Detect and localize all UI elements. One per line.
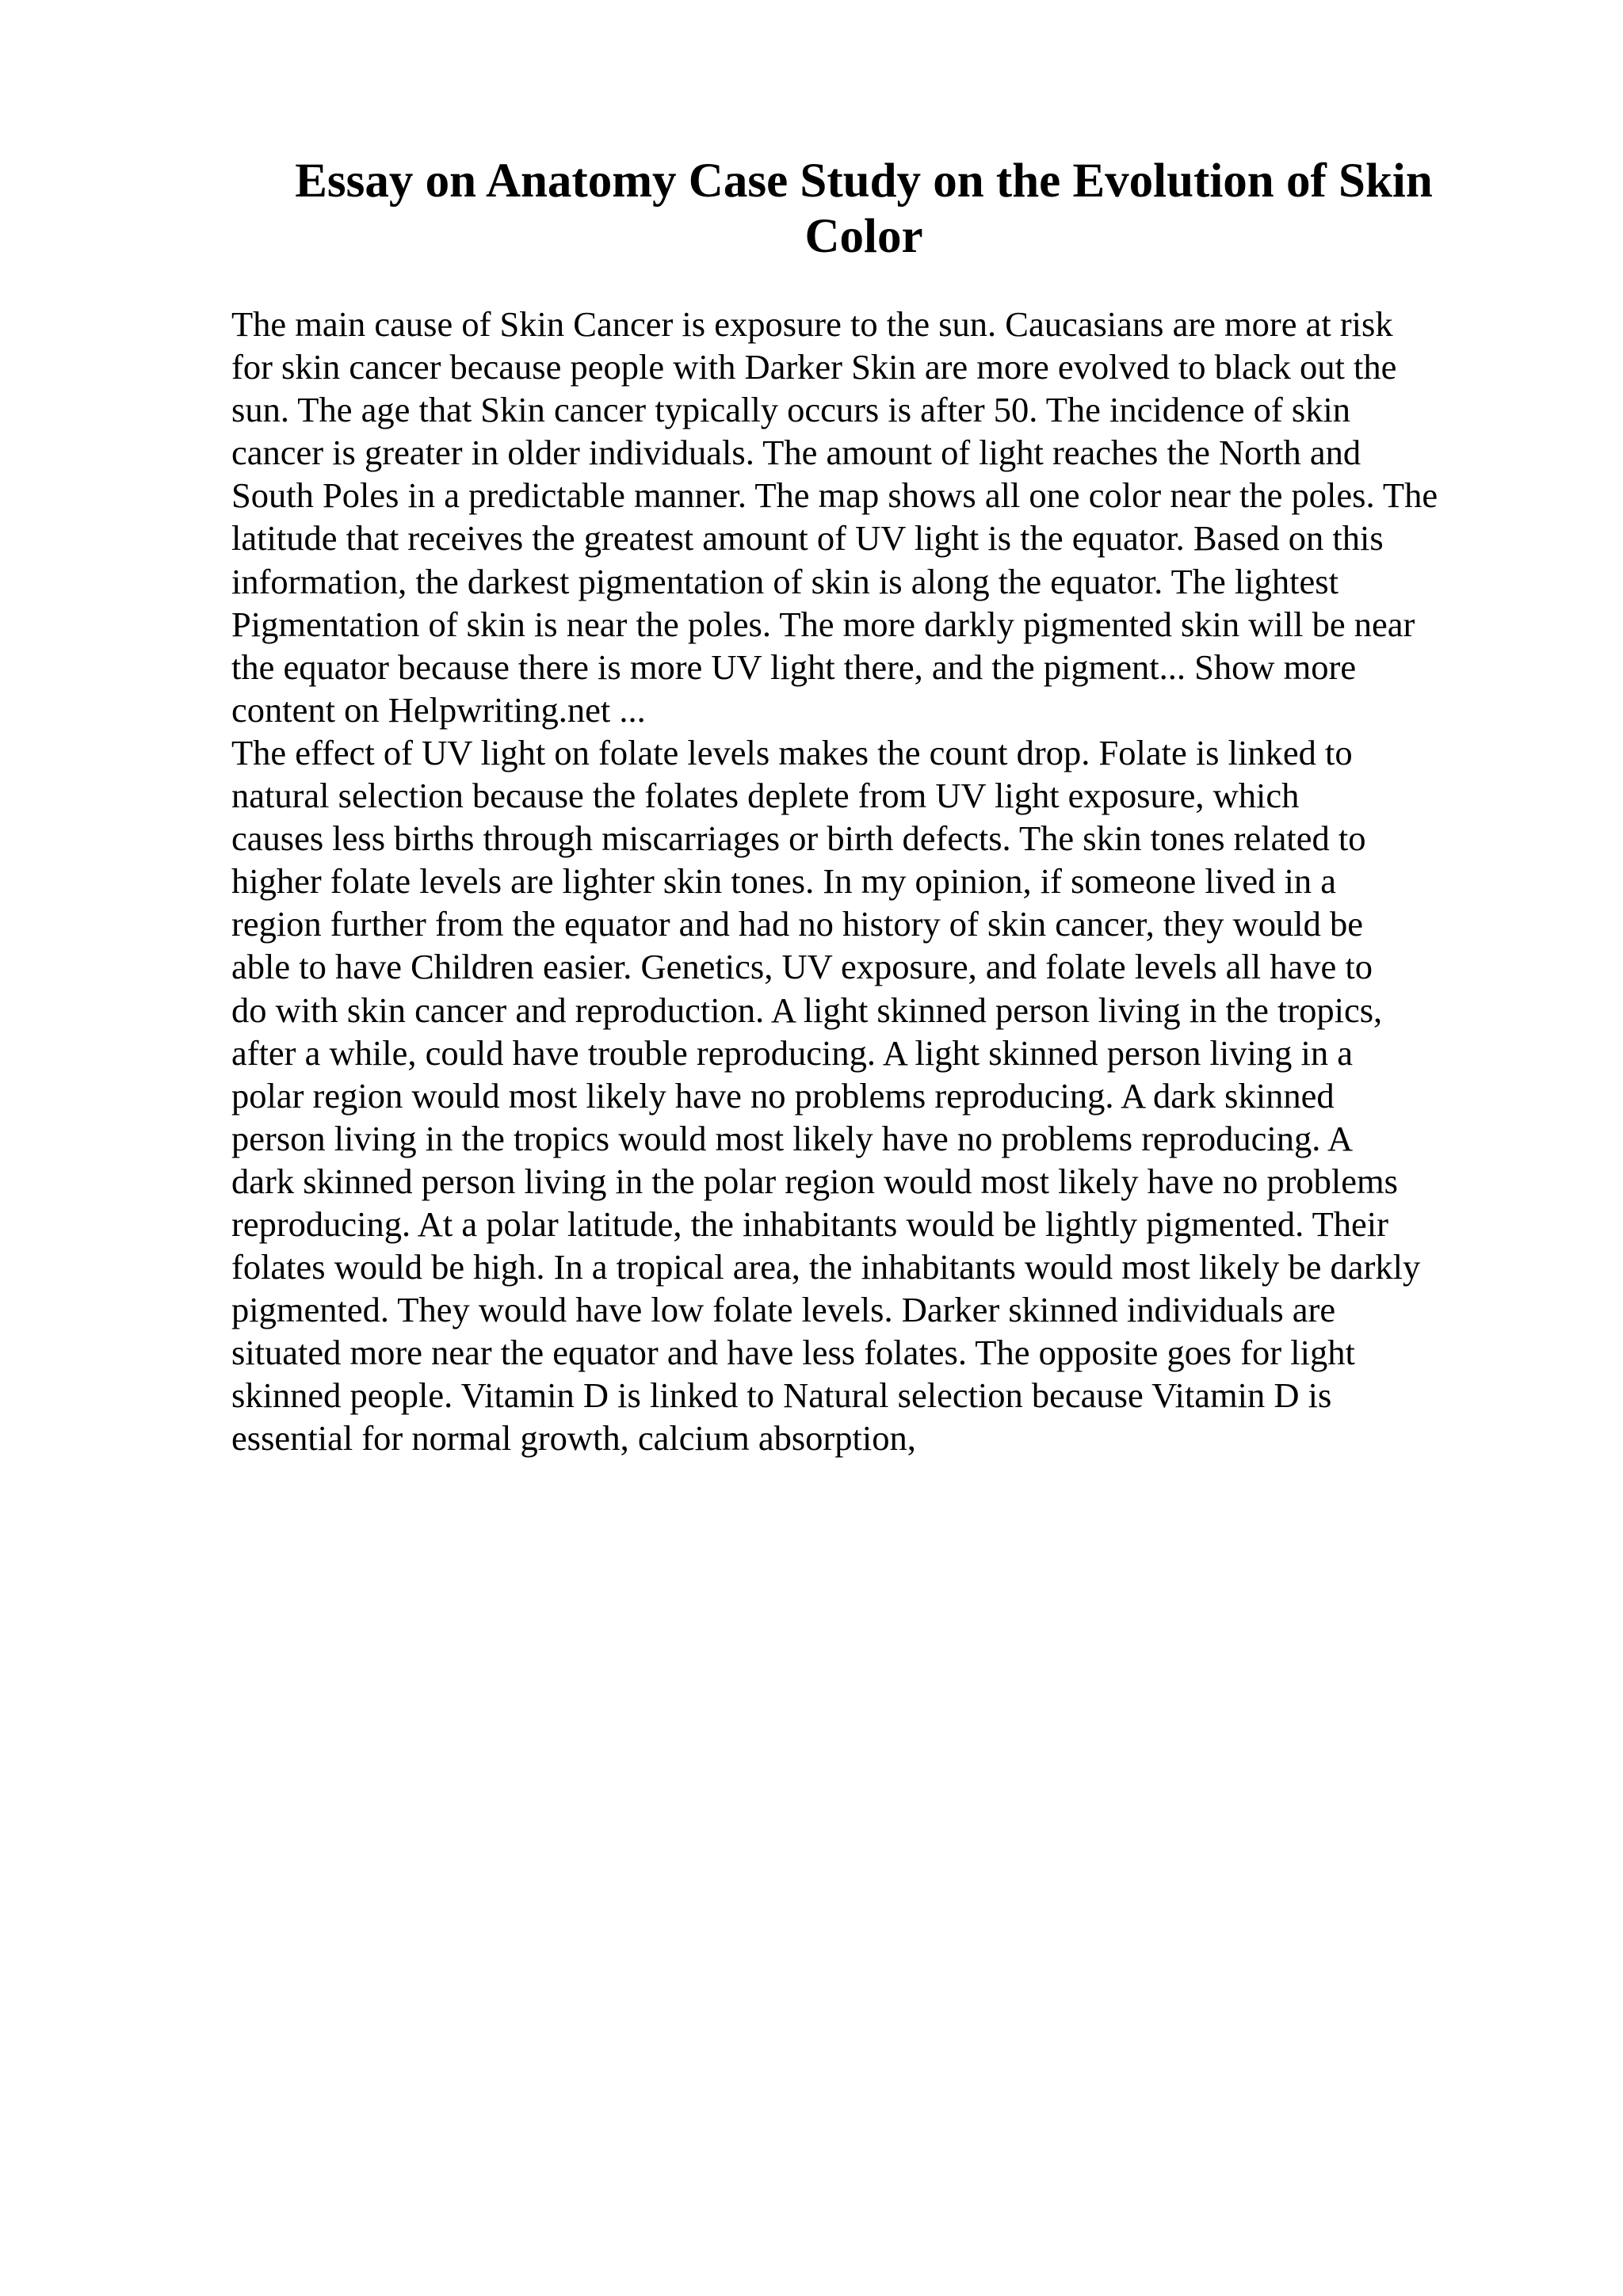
body-line: essential for normal growth, calcium absorption, — [231, 1418, 916, 1459]
body-line: region further from the equator and had no history of skin cancer, they would be — [231, 904, 1363, 944]
body-line: skinned people. Vitamin D is linked to Natural selection because Vitamin D is — [231, 1375, 1332, 1416]
body-line: for skin cancer because people with Darker Skin are more evolved to black out the — [231, 347, 1397, 387]
body-line: Pigmentation of skin is near the poles. The more darkly pigmented skin will be near — [231, 604, 1415, 644]
essay-body — [231, 303, 1515, 1460]
body-line: do with skin cancer and reproduction. A light skinned person living in the tropics, — [231, 990, 1383, 1030]
body-line: South Poles in a predictable manner. The map shows all one color near the poles. The — [231, 475, 1438, 516]
body-line: causes less births through miscarriages or birth defects. The skin tones related to — [231, 818, 1366, 859]
body-line: latitude that receives the greatest amount of UV light is the equator. Based on this — [231, 518, 1384, 559]
body-line: person living in the tropics would most likely have no problems reproducing. A — [231, 1118, 1354, 1158]
body-line: cancer is greater in older individuals. The amount of light reaches the North and — [231, 433, 1361, 473]
body-line: polar region would most likely have no problems reproducing. A dark skinned — [231, 1075, 1335, 1116]
body-line: higher folate levels are lighter skin tones. In my opinion, if someone lived in a — [231, 861, 1336, 902]
body-line: reproducing. At a polar latitude, the inhabitants would be lightly pigmented. Their — [231, 1203, 1388, 1244]
body-line: The effect of UV light on folate levels makes the count drop. Folate is linked to — [231, 732, 1353, 772]
body-line: dark skinned person living in the polar region would most likely have no problems — [231, 1161, 1398, 1201]
title-line: Color — [804, 210, 923, 263]
body-line: content on Helpwriting.net ... — [231, 689, 646, 730]
title-line: Essay on Anatomy Case Study on the Evolution of Skin — [295, 154, 1433, 208]
body-line: folates would be high. In a tropical area, the inhabitants would most likely be darkly — [231, 1247, 1421, 1287]
body-line: situated more near the equator and have less folates. The opposite goes for light — [231, 1333, 1355, 1373]
body-line: after a while, could have trouble reproducing. A light skinned person living in a — [231, 1032, 1354, 1073]
body-line: The main cause of Skin Cancer is exposure to the sun. Caucasians are more at risk — [231, 304, 1393, 344]
body-line: pigmented. They would have low folate levels. Darker skinned individuals are — [231, 1290, 1336, 1330]
body-line: information, the darkest pigmentation of skin is along the equator. The lightest — [231, 561, 1338, 601]
document-title — [230, 154, 1498, 265]
body-line: natural selection because the folates deplete from UV light exposure, which — [231, 776, 1300, 816]
body-line: able to have Children easier. Genetics, UV exposure, and folate levels all have to — [231, 947, 1373, 987]
body-line: the equator because there is more UV light there, and the pigment... Show more — [231, 646, 1357, 687]
body-line: sun. The age that Skin cancer typically occurs is after 50. The incidence of skin — [231, 390, 1351, 430]
